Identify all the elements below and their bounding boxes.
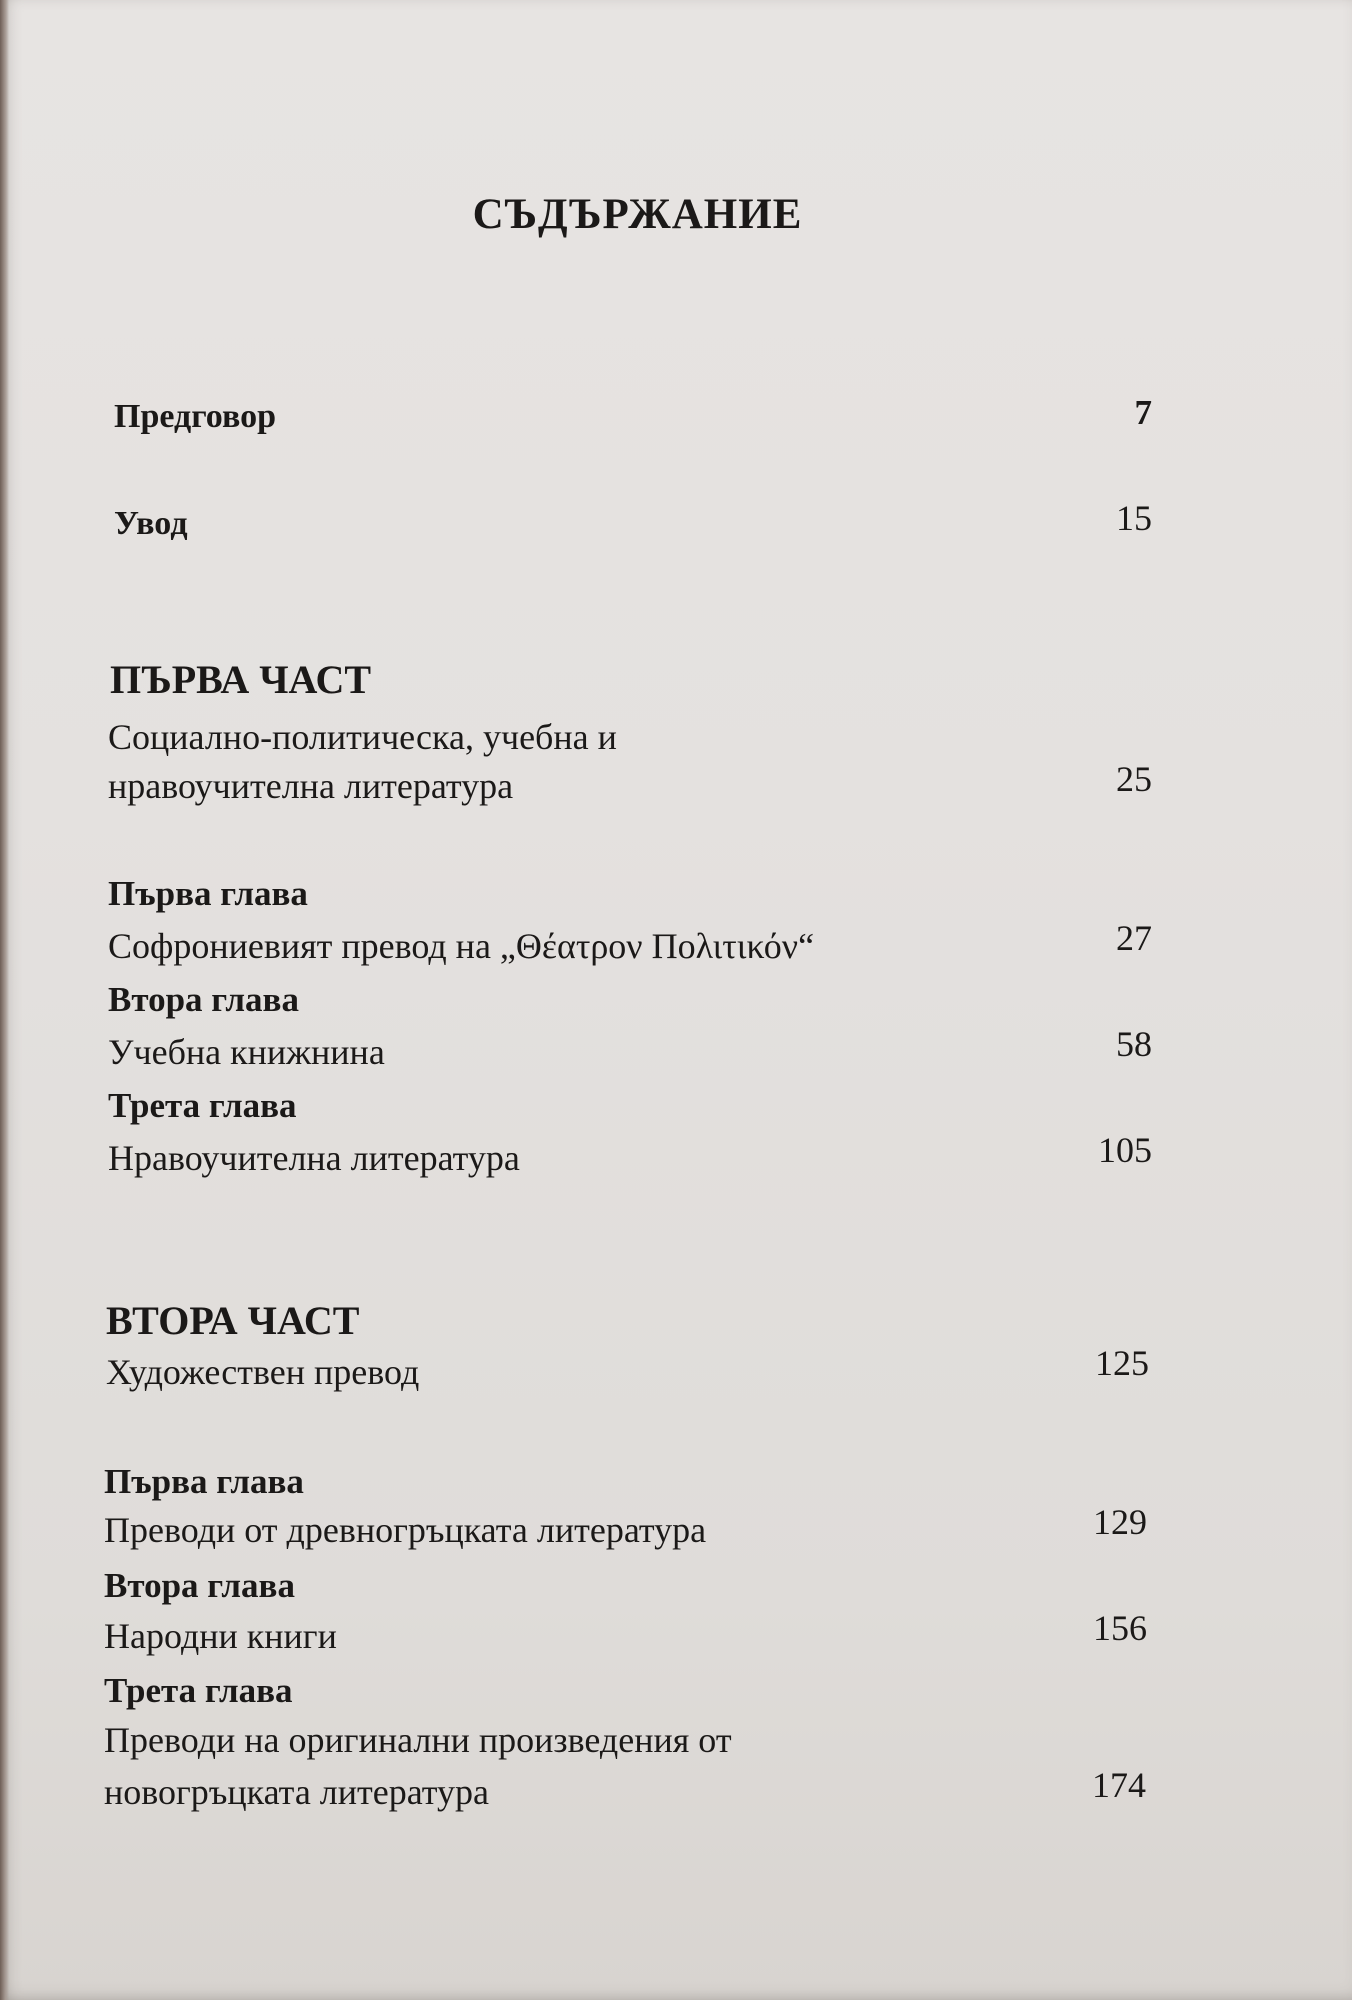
entry-page-number: 156 (1093, 1608, 1147, 1648)
chapter-heading: Втора глава (104, 1566, 295, 1605)
part-heading: ВТОРА ЧАСТ (106, 1298, 360, 1343)
chapter-title: Народни книги (104, 1616, 337, 1656)
chapter-title: Учебна книжнина (108, 1032, 385, 1072)
entry-label: Предговор (114, 398, 276, 435)
entry-page-number: 125 (1095, 1343, 1149, 1383)
part-subtitle: Художествен превод (106, 1352, 420, 1392)
entry-page-number: 15 (1116, 498, 1152, 538)
part-subtitle-line-2: нравоучителна литература (108, 766, 514, 806)
part-subtitle-line-1: Социално-политическа, учебна и (108, 717, 617, 757)
part-heading: ПЪРВА ЧАСТ (110, 657, 372, 702)
entry-page-number: 105 (1098, 1130, 1152, 1170)
chapter-title-line-1: Преводи на оригинални произведения от (104, 1720, 732, 1760)
page-spine-shadow (0, 0, 9, 2000)
chapter-title-line-2: новогръцката литература (104, 1772, 490, 1812)
chapter-heading: Първа глава (108, 874, 308, 913)
chapter-title: Нравоучителна литература (108, 1138, 520, 1178)
chapter-heading: Първа глава (104, 1462, 304, 1501)
entry-page-number: 174 (1092, 1765, 1146, 1805)
entry-page-number: 58 (1116, 1024, 1152, 1064)
chapter-heading: Трета глава (104, 1671, 293, 1710)
chapter-title: Преводи от древногръцката литература (104, 1510, 707, 1550)
chapter-heading: Втора глава (108, 980, 299, 1019)
chapter-title: Софрониевият превод на „Θέατρον Πολιτικόν“ (108, 926, 815, 966)
entry-page-number: 7 (1134, 393, 1152, 432)
chapter-heading: Трета глава (108, 1086, 297, 1125)
entry-page-number: 129 (1093, 1502, 1147, 1542)
entry-page-number: 25 (1116, 759, 1152, 799)
entry-page-number: 27 (1116, 918, 1152, 958)
entry-label: Увод (114, 505, 188, 542)
toc-title: СЪДЪРЖАНИЕ (472, 191, 803, 238)
